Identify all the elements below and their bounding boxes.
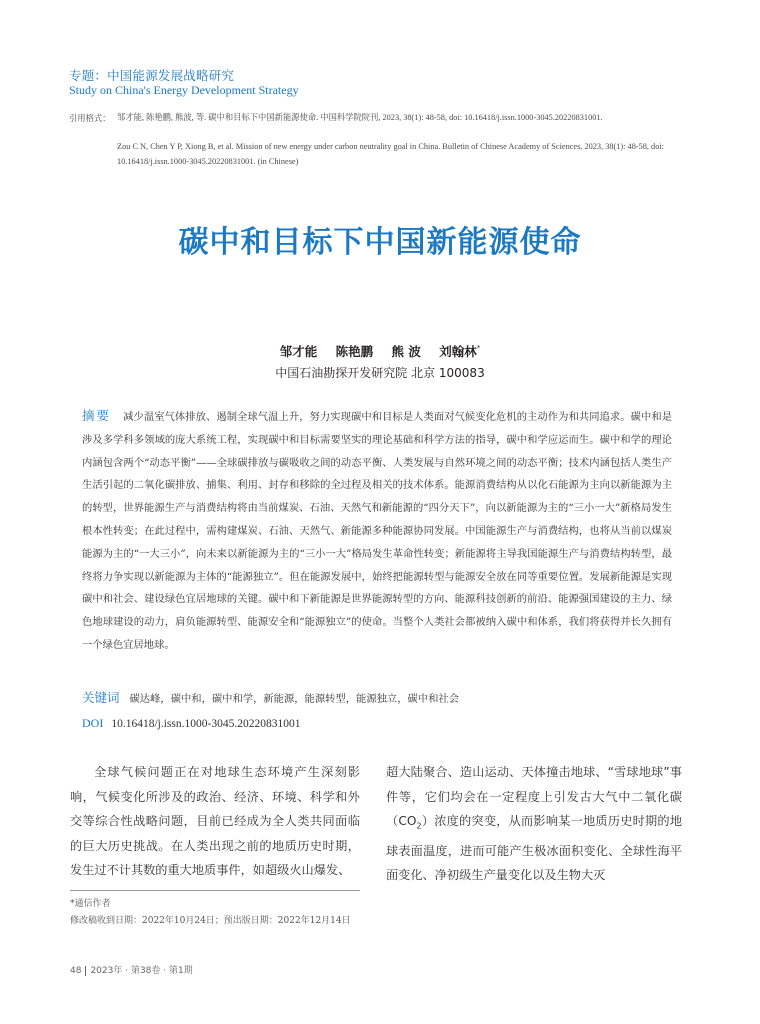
author-list [0,342,760,360]
abstract-label: 摘要 [82,408,112,423]
keywords-label: 关键词 [82,690,120,705]
doi-label: DOI [82,716,104,730]
citation-cn: 邹才能, 陈艳鹏, 熊波, 等. 碳中和目标下中国新能源使命. 中国科学院院刊, 2023, 38(1): 48-58, doi: 10.16418/j.issn.1000-3045.20220831001. [117,113,603,122]
page-footer [70,963,193,976]
body-column-left: 全球气候问题正在对地球生态环境产生深刻影响，气候变化所涉及的政治、经济、环境、科学和外交等综合性战略问题，目前已经成为全人类共同面临的巨大历史挑战。在人类出现之前的地质历史时期，发生过不计其数的重大地质事件，如超级火山爆发、 [70,765,360,877]
paper-title: 碳中和目标下中国新能源使命 [178,225,582,260]
author-name: 刘翰林* [439,344,481,359]
topic-heading-en: Study on China's Energy Development Strategy [69,83,299,97]
footnote [70,896,351,930]
keywords [82,688,459,706]
issue-info: 2023年 · 第38卷 · 第1期 [90,966,193,976]
keywords-text: 碳达峰，碳中和，碳中和学，新能源，能源转型，能源独立，碳中和社会 [129,693,460,705]
author-name: 邹才能 [279,344,318,359]
citation-en: Zou C N, Chen Y P, Xiong B, et al. Mission of new energy under carbon neutrality goal in China. Bulletin of Chinese Academy of Sciences, 2023, 38(1): 48-58, doi: 10.16418/j.issn.1000-3045.20220831001. (in Chinese) [117,142,664,166]
dates-note: 修改稿收到日期：2022年10月24日；预出版日期：2022年12月14日 [70,916,351,926]
abstract-text: 减少温室气体排放、遏制全球气温上升，努力实现碳中和目标是人类面对气候变化危机的主动作为和共同追求。碳中和是涉及多学科多领域的庞大系统工程，实现碳中和目标需要坚实的理论基础和科学方法的指导，碳中和学应运而生。碳中和学的理论内涵包含两个“动态平衡”——全球碳排放与碳吸收之间的动态平衡、人类发展与自然环境之间的动态平衡；技术内涵包括人类生产生活引起的二氧化碳排放、捕集、利用、封存和移除的全过程及相关的技术体系。能源消费结构从以化石能源为主向以新能源为主的转型，世界能源生产与消费结构将由当前煤炭、石油、天然气和新能源的“四分天下”，向以新能源为主的“三小一大”新格局发生根本性转变；在此过程中，需构建煤炭、石油、天然气、新能源多种能源协同发展。中国能源生产与消费结构，也将从当前以煤炭能源为主的“一大三小”，向未来以新能源为主的“三小一大”格局发生革命性转变；新能源将主导我国能源生产与消费结构转型，最终将力争实现以新能源为主体的“能源独立”。但在能源发展中，始终把能源转型与能源安全放在同等重要位置。发展新能源是实现碳中和社会、建设绿色宜居地球的关键。碳中和下新能源是世界能源转型的方向、能源科技创新的前沿、能源强国建设的主力、绿色地球建设的动力，肩负能源转型、能源安全和“能源独立”的使命。当整个人类社会都被纳入碳中和体系，我们将获得并长久拥有一个绿色宜居地球。 [82,411,672,651]
affiliation: 中国石油勘探开发研究院 北京 100083 [275,366,485,380]
corresponding-mark: * [476,344,481,352]
subscript: 2 [416,821,422,831]
abstract [82,405,672,657]
citation-label: 引用格式： [69,113,111,123]
doi [82,716,300,731]
page-number: 48 [70,966,86,976]
body-column-right: 超大陆聚合、造山运动、天体撞击地球、“雪球地球”事件等，它们均会在一定程度上引发古大气中二氧化碳$(CO_2)$浓度的突变，从而影响某一地质历史时期的地球表面温度，进而可能产生极冰面积变化、全球性海平面变化、净初级生产量变化以及生物大灭 [386,765,683,883]
author-name: 陈艳鹏 [335,344,374,359]
corresponding-note: *通信作者 [70,899,111,909]
doi-value[interactable]: 10.16418/j.issn.1000-3045.20220831001 [111,718,301,730]
footnote-divider [70,890,360,891]
author-name: 熊 波 [391,344,421,359]
topic-heading-cn: 专题：中国能源发展战略研究 [69,68,235,83]
